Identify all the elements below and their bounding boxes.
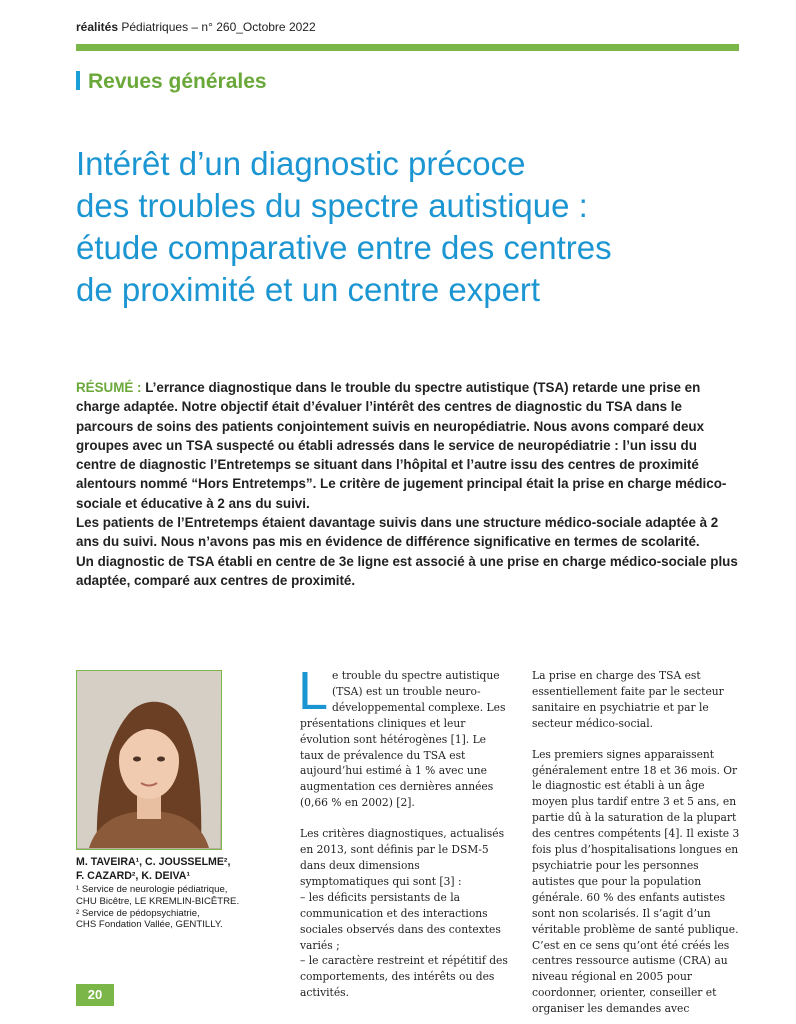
- abstract: [76, 378, 740, 590]
- body-paragraph: La prise en charge des TSA est essentiellement faite par le secteur sanitaire en psychiatrie et par le secteur médico-social.: [532, 669, 724, 730]
- title-line: des troubles du spectre autistique :: [76, 187, 588, 224]
- body-column-1: [298, 661, 512, 1001]
- abstract-para: Un diagnostic de TSA établi en centre de 3e ligne est associé à une prise en charge médico-sociale plus adaptée, comparé aux centres de proximité.: [76, 553, 738, 588]
- drop-cap: L: [298, 661, 329, 721]
- body-paragraph: Les premiers signes apparaissent généralement entre 18 et 36 mois. Or le diagnostic est établi à un âge moyen plus tardif entre 3 et 5 ans, en partie dû à la saturation de la plupart des centres compétents [4]. Il existe 3 fois plus d’hospitalisations longues en psychiatrie pour les personnes autistes que pour la population générale. 60 % des enfants autistes sont non scolarisés. Il s’agit d’un véritable problème de santé publique. C’est en ce sens qu’ont été créés les centres ressource autisme (CRA) au niveau régional en 2005 pour coordonner, orienter, conseiller et organiser les demandes avec: [532, 747, 740, 1016]
- abstract-label: RÉSUMÉ :: [76, 380, 142, 395]
- title-line: Intérêt d’un diagnostic précoce: [76, 145, 526, 182]
- abstract-para: Les patients de l’Entretemps étaient davantage suivis dans une structure médico-sociale adaptée à 2 ans du suivi. Nous n’avons pas mis en évidence de différence significative en termes de scolarité.: [76, 515, 719, 550]
- title-line: de proximité et un centre expert: [76, 271, 541, 308]
- header-rule: [76, 44, 739, 51]
- page-number: 20: [76, 984, 114, 1006]
- body-paragraph: e trouble du spectre autistique (TSA) est un trouble neuro-développemental complexe. Les présentations cliniques et leur évolution sont hétérogènes [1]. Le taux de prévalence du TSA est aujourd’hui estimé à 1 % avec une augmentation ces dernières années (0,66 % en 2002) [2].: [300, 669, 506, 810]
- list-item: – les déficits persistants de la communication et des interactions sociales observés dans des contextes variés ;: [300, 890, 501, 952]
- section-heading: Revues générales: [76, 70, 267, 94]
- list-item: – le caractère restreint et répétitif des comportements, des intérêts ou des activités.: [300, 954, 508, 1000]
- affiliation: ¹ Service de neurologie pédiatrique, CHU Bicêtre, LE KREMLIN-BICÊTRE. ² Service de pédopsychiatrie, CHS Fondation Vallée, GENTILLY.: [76, 884, 240, 931]
- article-title: [76, 143, 756, 311]
- section-bar: [76, 71, 80, 90]
- portrait-image: [77, 671, 220, 848]
- body-paragraph: Les critères diagnostiques, actualisés en 2013, sont définis par le DSM-5 dans deux dimensions symptomatiques qui sont [3] :: [300, 827, 505, 888]
- author-names: F. CAZARD², K. DEIVA¹: [76, 869, 190, 882]
- authors-block: [76, 856, 246, 931]
- journal-header: réalités Pédiatriques – n° 260_Octobre 2022: [76, 20, 316, 34]
- author-photo: [76, 670, 222, 850]
- abstract-para: L’errance diagnostique dans le trouble du spectre autistique (TSA) retarde une prise en charge adaptée. Notre objectif était d’évaluer l’intérêt des centres de diagnostic du TSA dans le parcours de soins des patients conjointement suivis en neuropédiatrie. Nous avons comparé deux groupes avec un TSA suspecté ou établi adressés dans le service de neuropédiatrie : l’un issu du centre de diagnostic l’Entretemps se situant dans l’hôpital et l’autre issu des centres de proximité alentours nommé “Hors Entretemps”. Le critère de jugement principal était la prise en charge médico-sociale et éducative à 2 ans du suivi.: [76, 380, 727, 511]
- body-column-2: [532, 668, 740, 1017]
- author-names: M. TAVEIRA¹, C. JOUSSELME²,: [76, 856, 231, 868]
- title-line: étude comparative entre des centres: [76, 229, 612, 266]
